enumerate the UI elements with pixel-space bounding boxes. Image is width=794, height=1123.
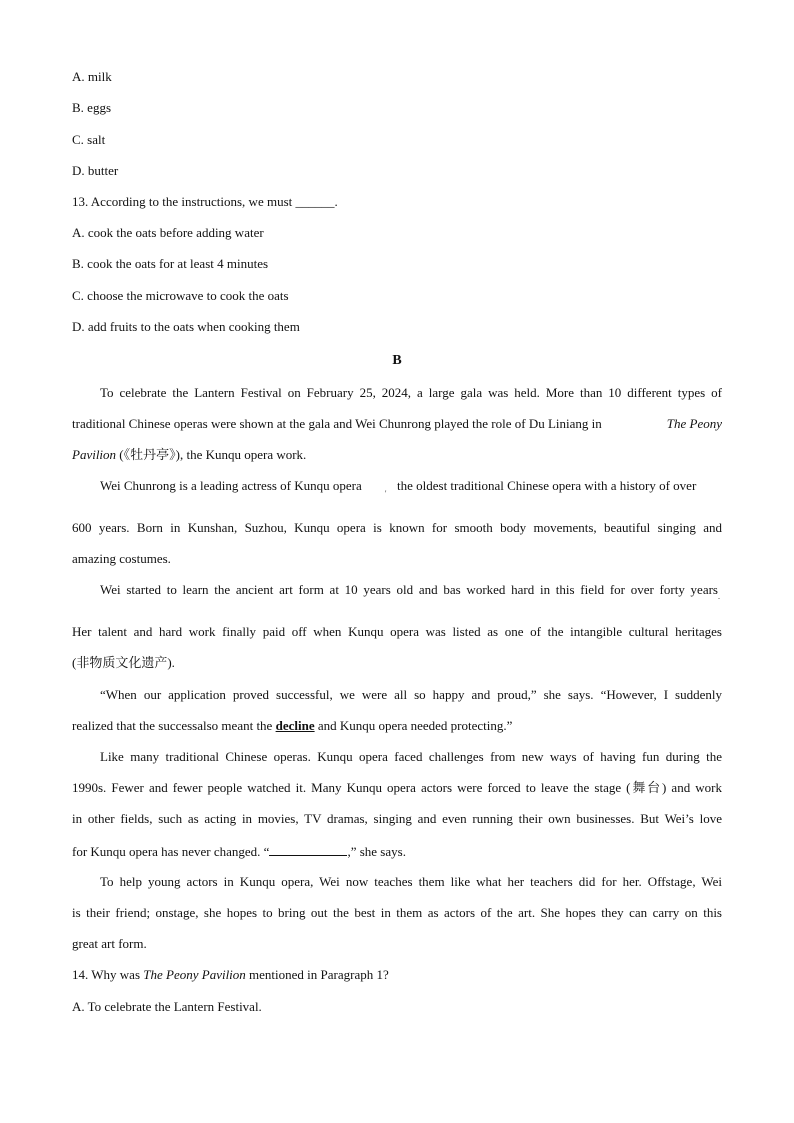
option-a: A. milk [72,69,112,84]
question-13-stem: 13. According to the instructions, we must ______. [72,194,338,209]
paragraph-2-line-1b: the oldest traditional Chinese opera with a history of over [397,478,697,493]
paragraph-5-line-4b: ,” she says. [347,844,406,859]
paragraph-3-line-1: Wei started to learn the ancient art form at 10 years old and bas worked hard in this field for over forty years [100,582,718,597]
question-14-title: The Peony Pavilion [143,967,246,982]
question-14-option-a: A. To celebrate the Lantern Festival. [72,999,262,1014]
paragraph-4-line-2 [72,718,512,734]
question-13-option-b: B. cook the oats for at least 4 minutes [72,256,269,271]
period-mark: . [718,592,720,601]
paragraph-2-line-1a: Wei Chunrong is a leading actress of Kunqu opera [100,478,362,493]
question-14-stem [72,967,389,983]
paragraph-2-line-2: 600 years. Born in Kunshan, Suzhou, Kunqu opera is known for smooth body movements, beautiful singing and [72,520,722,535]
question-13-option-a: A. cook the oats before adding water [72,225,264,240]
paragraph-4-line-2b: and Kunqu opera needed protecting.” [314,718,513,733]
paragraph-6-line-2: is their friend; onstage, she hopes to bring out the best in them as actors of the art. She hopes they can carry on this [72,905,722,920]
option-d: D. butter [72,163,119,178]
paragraph-1-line-2-text: traditional Chinese operas were shown at the gala and Wei Chunrong played the role of Du Liniang in [72,416,602,431]
paragraph-2-line-3: amazing costumes. [72,551,171,566]
keyword-decline: decline [275,718,315,733]
quote-blank [269,843,347,856]
paragraph-4-line-1: “When our application proved successful, we were all so happy and proud,” she says. “However, I suddenly [100,687,722,702]
question-13-option-c: C. choose the microwave to cook the oats [72,288,289,303]
paragraph-5-line-1: Like many traditional Chinese operas. Kunqu opera faced challenges from new ways of having fun during the [100,749,722,764]
question-13-option-d: D. add fruits to the oats when cooking them [72,319,300,334]
paragraph-5-line-3: in other fields, such as acting in movies, TV dramas, singing and even running their own businesses. But Wei’s love [72,811,722,826]
section-heading: B [392,353,402,368]
paragraph-5-line-4 [72,843,406,860]
option-b: B. eggs [72,100,111,115]
paragraph-3-line-3: (非物质文化遗产). [72,655,175,670]
paragraph-5-line-4a: for Kunqu opera has never changed. “ [72,844,270,859]
paragraph-1-line-3-text: (《牡丹亭》), the Kunqu opera work. [116,447,307,462]
paragraph-4-line-2a: realized that the successalso meant the [72,718,276,733]
question-14-stem-a: 14. Why was [72,967,144,982]
paragraph-1-line-2 [72,416,722,432]
paragraph-6-line-1: To help young actors in Kunqu opera, Wei now teaches them like what her teachers did for her. Offstage, Wei [100,874,722,889]
option-c: C. salt [72,132,106,147]
paragraph-1-line-3 [72,447,306,463]
opera-title-part-1: The Peony [666,416,722,431]
paragraph-5-line-2: 1990s. Fewer and fewer people watched it. Many Kunqu opera actors were forced to leave the stage (舞台) and work [72,780,722,795]
comma-mark: ' [385,489,387,498]
paragraph-6-line-3: great art form. [72,936,147,951]
paragraph-1-line-1: To celebrate the Lantern Festival on February 25, 2024, a large gala was held. More than 10 different types of [100,385,722,400]
opera-title-part-2: Pavilion [72,447,117,462]
question-14-stem-b: mentioned in Paragraph 1? [245,967,389,982]
paragraph-3-line-2: Her talent and hard work finally paid off when Kunqu opera was listed as one of the intangible cultural heritages [72,624,722,639]
